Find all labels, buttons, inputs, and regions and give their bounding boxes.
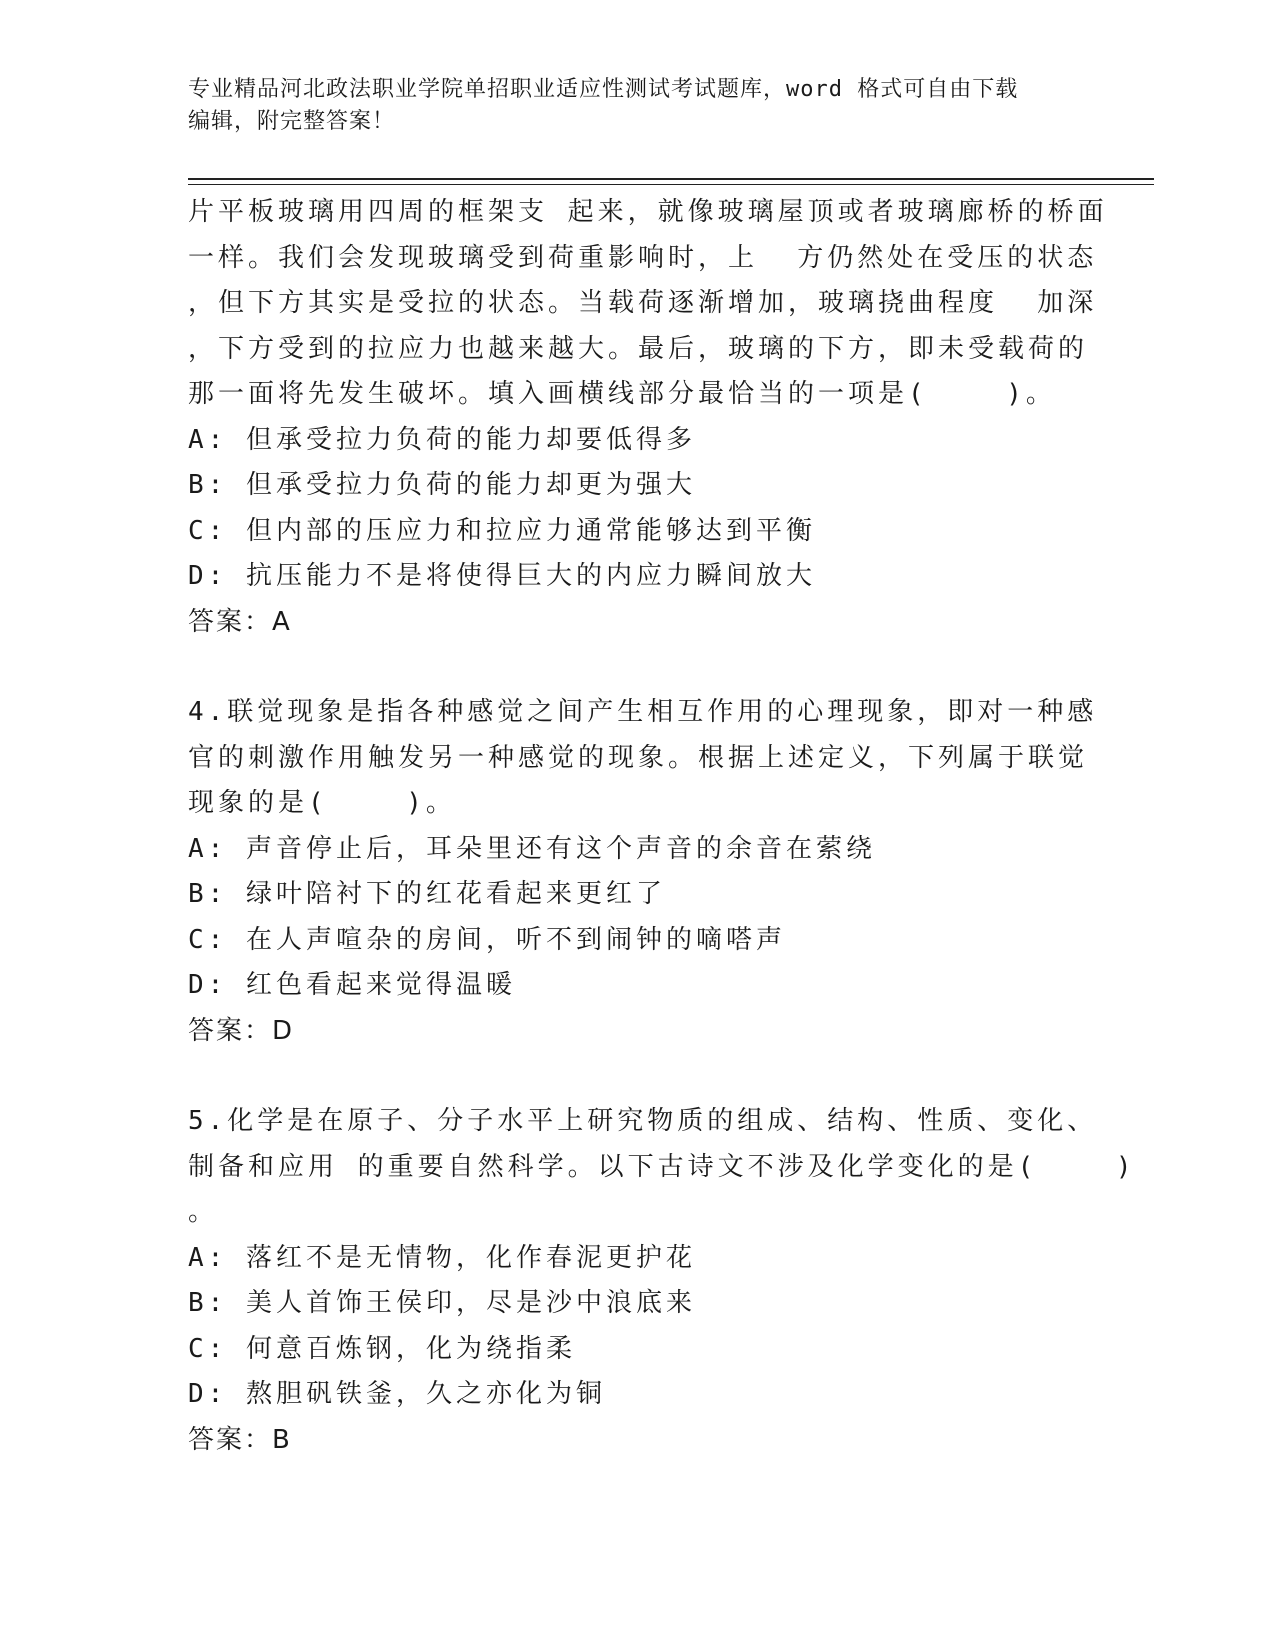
option-text: 红色看起来觉得温暖 [246,970,517,1000]
option-b [188,872,1088,918]
option-a [188,1236,1088,1282]
answer-line: 答案：D [188,1015,295,1046]
question-text-line: ，下方受到的拉应力也越来越大。最后，玻璃的下方，即未受载荷的 [188,333,1089,364]
question-text-line: 官的刺激作用触发另一种感觉的现象。根据上述定义，下列属于联觉 [188,742,1089,773]
option-c [188,918,1088,964]
option-b [188,463,1088,509]
option-text: 但承受拉力负荷的能力却更为强大 [246,470,697,500]
option-label: A: [188,424,228,455]
question-text-line: 一样。我们会发现玻璃受到荷重影响时，上 方仍然处在受压的状态 [188,242,1098,273]
option-c [188,509,1088,555]
option-b [188,1281,1088,1327]
option-d [188,554,1088,600]
option-label: D: [188,970,228,1000]
option-d [188,1372,1088,1418]
question-4 [188,690,1098,1054]
option-label: C: [188,1333,228,1364]
option-text: 落红不是无情物，化作春泥更护花 [246,1242,697,1273]
question-text-line: 那一面将先发生破坏。填入画横线部分最恰当的一项是( )。 [188,379,1056,409]
option-text: 绿叶陪衬下的红花看起来更红了 [246,879,667,909]
header-divider-thin [188,184,1154,185]
option-label: C: [188,515,228,546]
option-d [188,963,1088,1009]
option-label: D: [188,1379,228,1409]
option-text: 声音停止后，耳朵里还有这个声音的余音在萦绕 [246,833,877,864]
option-text: 美人首饰王侯印，尽是沙中浪底来 [246,1288,697,1318]
question-text-line: ，但下方其实是受拉的状态。当载荷逐渐增加，玻璃挠曲程度 加深 [188,288,1098,318]
option-label: D: [188,561,228,591]
spacer [188,1054,1088,1099]
question-text-line: 现象的是( )。 [188,788,456,818]
option-text: 何意百炼钢，化为绕指柔 [246,1333,577,1364]
answer-line: 答案：B [188,1424,292,1455]
option-label: C: [188,924,228,955]
option-label: B: [188,1288,228,1318]
option-label: B: [188,879,228,909]
option-text: 但承受拉力负荷的能力却要低得多 [246,424,697,455]
option-text: 熬胆矾铁釜，久之亦化为铜 [246,1379,607,1409]
question-text-line: 片平板玻璃用四周的框架支 起来，就像玻璃屋顶或者玻璃廊桥的桥面 [188,197,1108,227]
question-5 [188,1099,1136,1463]
question-text-line: 。 [188,1197,219,1227]
option-text: 抗压能力不是将使得巨大的内应力瞬间放大 [246,561,817,591]
option-label: B: [188,470,228,500]
page-header [188,74,1068,138]
header-divider-thick [188,178,1154,180]
question-text-line: 制备和应用 的重要自然科学。以下古诗文不涉及化学变化的是( ) [188,1151,1136,1182]
option-text: 在人声喧杂的房间，听不到闹钟的嘀嗒声 [246,924,787,955]
question-text-line: 5.化学是在原子、分子水平上研究物质的组成、结构、性质、变化、 [188,1106,1098,1136]
question-text-line: 4.联觉现象是指各种感觉之间产生相互作用的心理现象，即对一种感 [188,697,1098,727]
header-line-1: 专业精品河北政法职业学院单招职业适应性测试考试题库，word 格式可自由下载 [188,77,1019,102]
option-a [188,418,1088,464]
answer-line: 答案：A [188,606,292,637]
spacer [188,645,1088,690]
question-3 [188,190,1108,645]
option-a [188,827,1088,873]
option-label: A: [188,833,228,864]
question-content [188,190,1136,1463]
header-line-2: 编辑，附完整答案！ [188,109,396,134]
option-c [188,1327,1088,1373]
option-text: 但内部的压应力和拉应力通常能够达到平衡 [246,515,817,546]
option-label: A: [188,1242,228,1273]
